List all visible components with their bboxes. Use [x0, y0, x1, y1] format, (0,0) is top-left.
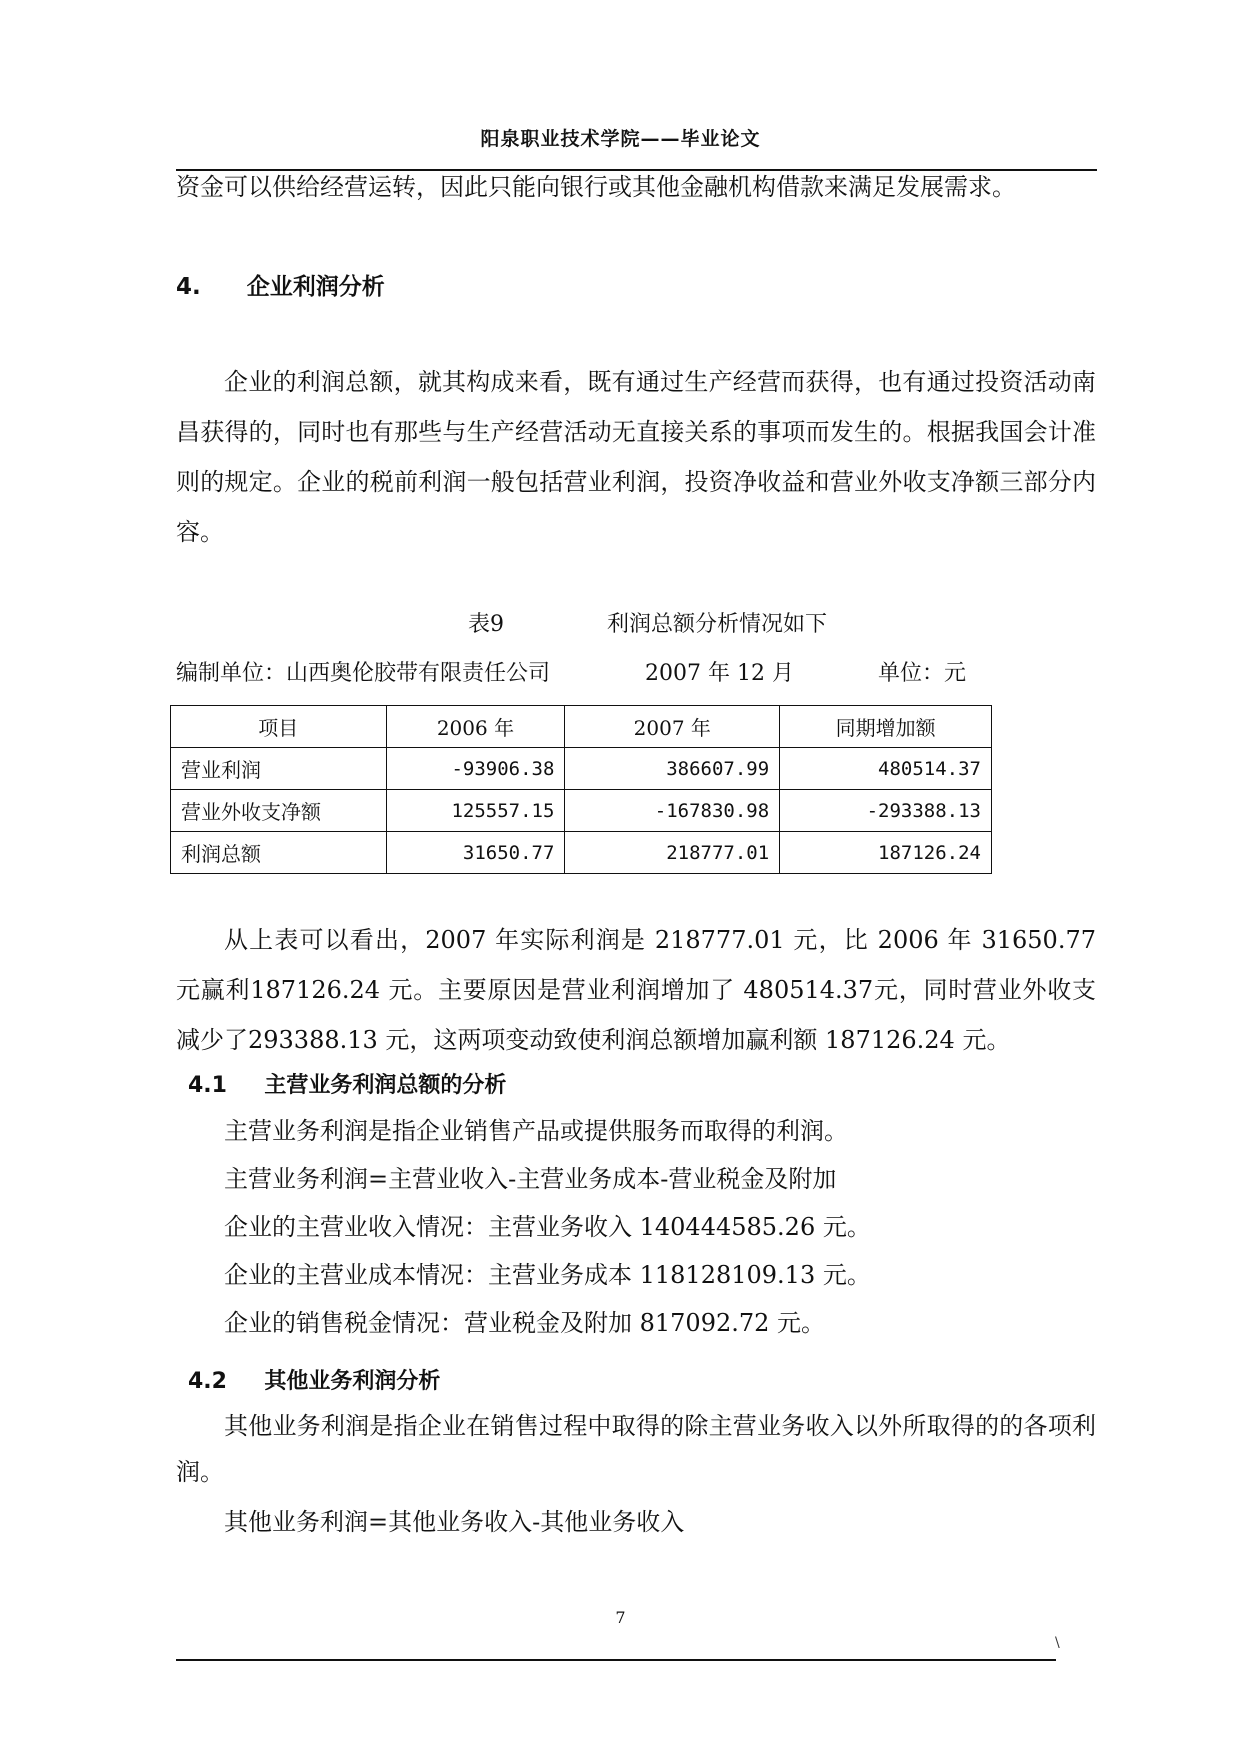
- profit-analysis-table: [170, 705, 992, 874]
- section-4-1-line: 企业的主营业成本情况：主营业务成本 118128109.13 元。: [224, 1261, 871, 1289]
- section-4-heading: [176, 268, 385, 301]
- footer-mark: \: [1055, 1635, 1060, 1651]
- table-cell-value: 218777.01: [565, 832, 780, 874]
- intro-line: 资金可以供给经营运转，因此只能向银行或其他金融机构借款来满足发展需求。: [176, 173, 1016, 201]
- table-cell-item: 营业外收支净额: [171, 790, 387, 832]
- section-4-2-paragraph: 其他业务利润是指企业在销售过程中取得的除主营业务收入以外所取得的的各项利润。: [176, 1412, 1096, 1486]
- table-cell-value: 125557.15: [386, 790, 565, 832]
- section-4-1-line: 主营业务利润=主营业收入-主营业务成本-营业税金及附加: [224, 1165, 837, 1193]
- table-header-cell: 2006 年: [386, 706, 565, 748]
- table-cell-value: 480514.37: [780, 748, 992, 790]
- table-cell-value: -93906.38: [386, 748, 565, 790]
- table-row: [171, 748, 992, 790]
- table-row: [171, 832, 992, 874]
- table-header-cell: 2007 年: [565, 706, 780, 748]
- table-row: [171, 790, 992, 832]
- section-4-paragraph: 企业的利润总额，就其构成来看，既有通过生产经营而获得，也有通过投资活动南昌获得的，同时也有那些与生产经营活动无直接关系的事项而发生的。根据我国会计准则的规定。企业的税前利润一般包括营业利润，投资净收益和营业外收支净额三部分内容。: [176, 368, 1096, 546]
- table-cell-value: 31650.77: [386, 832, 565, 874]
- section-4-number: 4.: [176, 274, 201, 300]
- table-cell-value: 386607.99: [565, 748, 780, 790]
- table-cell-item: 利润总额: [171, 832, 387, 874]
- section-4-2-title: 其他业务利润分析: [264, 1369, 441, 1394]
- table-header-cell: 项目: [171, 706, 387, 748]
- table-header-row: [171, 706, 992, 748]
- section-4-1-title: 主营业务利润总额的分析: [264, 1073, 507, 1098]
- section-4-1-line: 主营业务利润是指企业销售产品或提供服务而取得的利润。: [224, 1117, 848, 1145]
- section-4-1-line: 企业的主营业收入情况：主营业务收入 140444585.26 元。: [224, 1213, 871, 1241]
- section-4-title: 企业利润分析: [246, 274, 385, 300]
- table-cell-value: -167830.98: [565, 790, 780, 832]
- table-unit-org: 编制单位：山西奥伦胶带有限责任公司: [176, 661, 551, 686]
- table-caption-label: 表9: [468, 612, 504, 637]
- section-4-2-number: 4.2: [188, 1369, 227, 1394]
- footer-divider: [176, 1659, 1056, 1661]
- table-cell-value: -293388.13: [780, 790, 992, 832]
- table-unit: 单位：元: [878, 661, 967, 686]
- section-4-2-heading: [188, 1364, 440, 1395]
- table-header-cell: 同期增加额: [780, 706, 992, 748]
- table-caption-title: 利润总额分析情况如下: [607, 612, 828, 637]
- page-number: 7: [615, 1608, 626, 1627]
- section-4-1-number: 4.1: [188, 1073, 227, 1098]
- table-period: 2007 年 12 月: [645, 661, 794, 686]
- analysis-paragraph: 从上表可以看出，2007 年实际利润是 218777.01 元，比 2006 年 31650.77 元赢利187126.24 元。主要原因是营业利润增加了 480514.37元，同时营业外收支减少了293388.13 元，这两项变动致使利润总额增加赢利额 187126.24 元。: [176, 926, 1096, 1054]
- page-header-title: 阳泉职业技术学院——毕业论文: [480, 128, 761, 150]
- section-4-2-formula: 其他业务利润=其他业务收入-其他业务收入: [224, 1508, 685, 1536]
- table-cell-item: 营业利润: [171, 748, 387, 790]
- section-4-1-heading: [188, 1068, 506, 1099]
- table-cell-value: 187126.24: [780, 832, 992, 874]
- section-4-1-line: 企业的销售税金情况：营业税金及附加 817092.72 元。: [224, 1309, 826, 1337]
